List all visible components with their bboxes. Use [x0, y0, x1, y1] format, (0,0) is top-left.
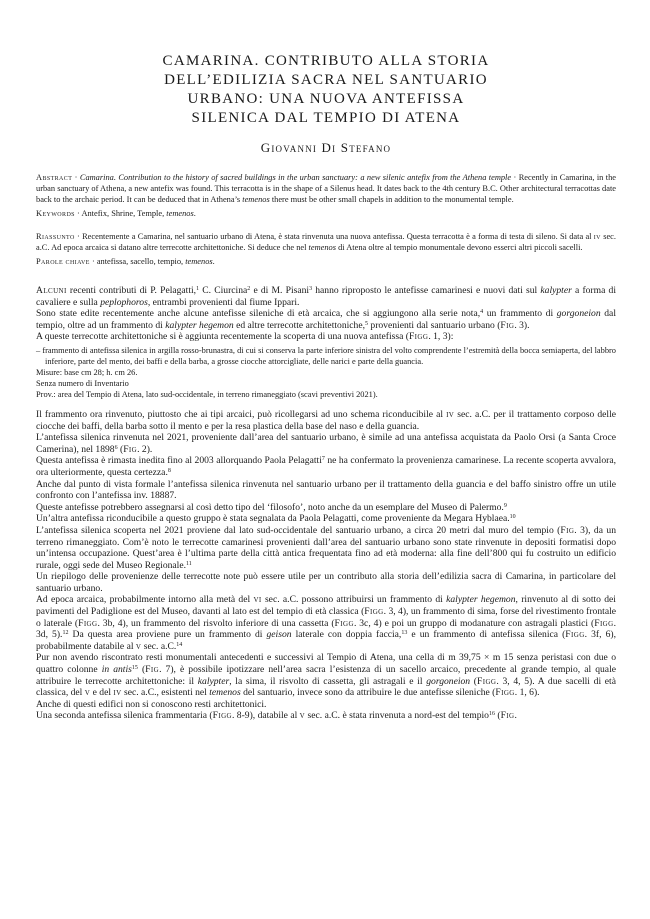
article-title: [36, 52, 616, 128]
footnote-ref[interactable]: 16: [488, 711, 495, 718]
footnote-ref[interactable]: 13: [401, 630, 408, 637]
footnote-ref[interactable]: 2: [247, 286, 251, 292]
paragraph: L’antefissa silenica rinvenuta nel 2021, proveniente dall’area del santuario urbano, è simile ad una antefissa acquistata da Paolo Orsi (a Santa Croce Camerina), nel 1898$^6$ (Fig. 2).: [36, 432, 616, 455]
paragraph: Ad epoca arcaica, probabilmente intorno alla metà del vi sec. a.C. possono attribuirsi un frammento di kalypter hegemon, rinvenuto al di sotto dei pavimenti del Padiglione est del Museo, davanti al lato est del tempio di età classica (Figg. 3, 4), un frammento di sima, forse del rivestimento frontale o laterale (Figg. 3b, 4), un frammento del risvolto inferiore di una cassetta (Figg. 3c, 4) e poi un gruppo di modanature con astragali plastici (Figg. 3d, 5).$^{12}$ Da questa area proviene pure un frammento di geison laterale con doppia faccia,$^{13}$ e un frammento di antefissa silenica (Figg. 3f, 6), probabilmente databile al v sec. a.C.$^{14}$: [36, 594, 617, 652]
footnote-ref[interactable]: 7: [321, 456, 325, 463]
title-line-3: URBANO: UNA NUOVA ANTEFISSA: [187, 91, 465, 107]
catalogue-entry: [36, 345, 616, 400]
measures: Misure: base cm 28; h. cm 26.: [36, 367, 138, 377]
paragraph: Alcuni recenti contributi di P. Pelagatti,$^1$ C. Ciurcina$^2$ e di M. Pisani$^3$ hanno riproposto le antefisse camarinesi e nuovi dati sul kalypter a forma di cavaliere e sulla peplophoros, entrambi provenienti dal fiume Ippari.: [36, 285, 616, 308]
paragraph: Il frammento ora rinvenuto, piuttosto che ai tipi arcaici, può ricollegarsi ad uno schema riconducibile al iv sec. a.C. per il trattamento corposo delle ciocche dei baffi, della barba sotto il mento e per la resa plastica della base del naso e della guancia.: [36, 408, 616, 432]
parole-label: Parole chiave: [36, 257, 90, 266]
footnote-ref[interactable]: 12: [62, 630, 69, 637]
footnote-ref[interactable]: 14: [176, 641, 183, 648]
parole-chiave: Parole chiave · antefissa, sacello, tempio, temenos.: [36, 257, 215, 266]
footnote-ref[interactable]: 11: [186, 560, 192, 567]
provenance: Prov.: area del Tempio di Atena, lato sud-occidentale, in terreno rimaneggiato (scavi preventivi 2021).: [36, 389, 378, 399]
article-body: [36, 285, 616, 722]
footnote-ref[interactable]: 3: [309, 286, 313, 292]
inventory: Senza numero di Inventario: [36, 378, 129, 388]
paragraph: Un riepilogo delle provenienze delle terrecotte note può essere utile per un contributo alla storia dell’edilizia sacra di Camarina, in particolare del santuario urbano.: [36, 571, 616, 594]
keywords-label: Keywords: [36, 209, 75, 218]
paragraph: Queste antefisse potrebbero assegnarsi al così detto tipo del ‘filosofo’, noto anche da un esemplare del Museo di Palermo.$^9$: [36, 501, 507, 513]
footnote-ref[interactable]: 8: [167, 467, 171, 474]
keywords: Keywords · Antefix, Shrine, Temple, temenos.: [36, 209, 196, 218]
paragraph: Questa antefissa è rimasta inedita fino al 2003 allorquando Paola Pelagatti$^7$ ne ha confermato la provenienza camarinese. La recente scoperta avvalora, ora ulteriormente, questa certezza.$^8$: [36, 455, 616, 478]
abstract-label: Abstract: [36, 173, 73, 182]
paragraph: Sono state edite recentemente anche alcune antefisse sileniche di età arcaica, che si aggiungono alla serie nota,$^4$ un frammento di gorgoneion dal tempio, oltre ad un frammento di kalypter hegemon ed altre terrecotte architettoniche,$^5$ provenienti dal santuario urbano (Fig. 3).: [36, 308, 616, 331]
paragraph: L’antefissa silenica scoperta nel 2021 proviene dal lato sud-occidentale del santuario urbano, a circa 20 metri dal muro del tempio (Fig. 3), da un terreno rimaneggiato. Com’è noto le terrecotte camarinesi provenienti dall’area del santuario urbano sono state rinvenute in depositi formatisi dopo un’intensa occupazione. Quest’area è l’ultima parte della città antica frequentata fino ad età moderna: alla fine dell’800 qui fu costruito un edificio rurale, oggi sede del Museo Regionale.$^{11}$: [36, 524, 616, 571]
paragraph: Anche dal punto di vista formale l’antefissa silenica rinvenuta nel santuario urbano per il trattamento della guancia e del baffo sinistro offre un utile confronto con l’antefissa inv. 18887.: [36, 478, 616, 502]
paragraph: Una seconda antefissa silenica frammentaria (Figg. 8-9), databile al v sec. a.C. è stata rinvenuta a nord-est del tempio$^{16}$ (Fig.: [36, 710, 517, 722]
footnote-ref[interactable]: 6: [114, 444, 118, 451]
abstract-title: Camarina. Contribution to the history of sacred buildings in the urban sanctuary: a new silenic antefix from the Athena temple: [79, 173, 512, 182]
title-line-1: CAMARINA. CONTRIBUTO ALLA STORIA: [162, 53, 490, 69]
paragraph: Un’altra antefissa riconducibile a questo gruppo è stata segnalata da Paola Pelagatti, come proveniente da Megara Hyblaea.$^{10}$: [36, 513, 516, 525]
riassunto-label: Riassunto: [36, 232, 75, 241]
title-line-2: DELL’EDILIZIA SACRA NEL SANTUARIO: [164, 72, 488, 88]
title-line-4: SILENICA DAL TEMPIO DI ATENA: [191, 110, 461, 126]
footnote-ref[interactable]: 15: [131, 665, 138, 672]
footnote-ref[interactable]: 5: [365, 320, 368, 327]
paragraph: Anche di questi edifici non si conoscono resti architettonici.: [36, 698, 267, 710]
footnote-ref[interactable]: 10: [509, 514, 516, 521]
paragraph: A queste terrecotte architettoniche si è aggiunta recentemente la scoperta di una nuova antefissa (Figg. 1, 3):: [36, 331, 454, 343]
paragraph: Pur non avendo riscontrato resti monumentali antecedenti e successivi al Tempio di Atena, una cella di m 39,75 × m 15 senza peristasi con due o quattro colonne in antis$^{15}$ (Fig. 7), è possibile ipotizzare nell’area sacra l’esistenza di un sacello arcaico, precedente al grande tempio, al quale attribuire le terrecotte architettoniche: il kalypter, la sima, il risvolto di cassetta, gli astragali e il gorgoneion (Figg. 3, 4, 5). A due sacelli di età classica, del v e del iv sec. a.C., esistenti nel temenos del santuario, invece sono da attribuire le due antefisse sileniche (Figg. 1, 6).: [36, 652, 616, 699]
list-item: – frammento di antefissa silenica in argilla rosso-brunastra, di cui si conserva la parte inferiore sinistra del volto comprendente l’estremità della bocca semiaperta, del labbro inferiore, parte del mento, dei baffi e della barba, a grosse ciocche attorcigliate, delle narici e parte della guancia.: [36, 345, 616, 366]
abstract: Abstract · Camarina. Contribution to the history of sacred buildings in the urban sanctuary: a new silenic antefix from the Athena temple · Recently in Camarina, in the urban sanctuary of Athena, a new antefix was found. This terracotta is in the shape of a Silenus head. It dates back to the 4th century B.C. Other architectural terracottas date back to the archaic period. It can be deduced that in Athena’s temenos there must be other small chapels in addition to the monumental temple.: [36, 173, 616, 204]
footnote-ref[interactable]: 9: [503, 502, 507, 509]
riassunto: Riassunto · Recentemente a Camarina, nel santuario urbano di Atena, è stata rinvenuta una nuova antefissa. Questa terracotta è a forma di testa di sileno. Si data al iv sec. a.C. Ad epoca arcaica si datano altre terrecotte architettoniche. Si deduce che nel temenos di Atena oltre al tempio monumentale devono esserci altri piccoli sacelli.: [36, 232, 616, 252]
footnote-ref[interactable]: 1: [196, 286, 200, 292]
author-name: Giovanni Di Stefano: [260, 140, 392, 155]
footnote-ref[interactable]: 4: [480, 309, 484, 316]
